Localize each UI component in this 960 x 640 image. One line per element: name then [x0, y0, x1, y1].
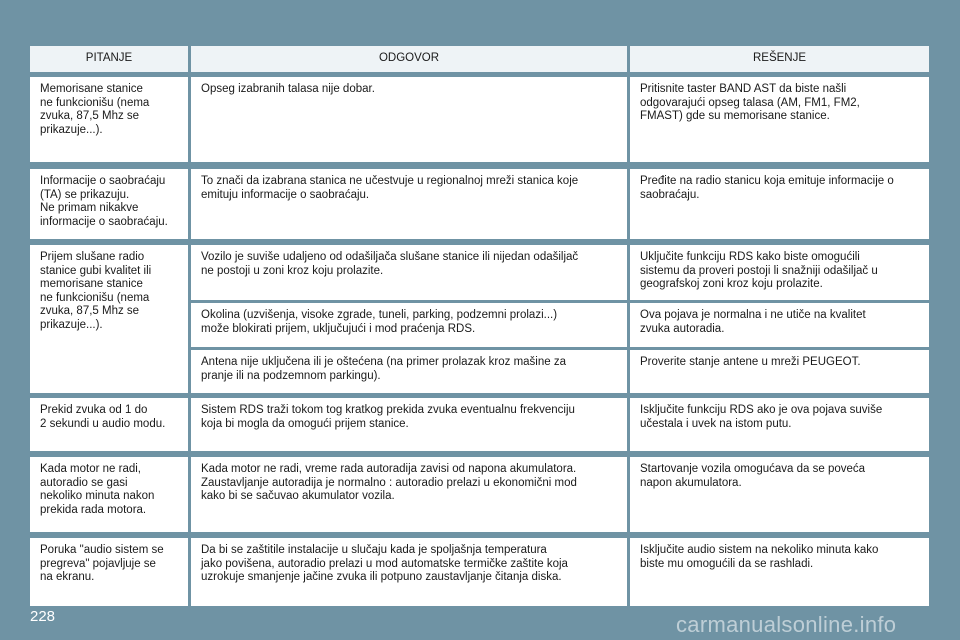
- row1-answer: Opseg izabranih talasa nije dobar.: [191, 77, 627, 162]
- row5-solution: Startovanje vozila omogućava da se poveća napon akumulatora.: [630, 457, 929, 532]
- row3c-solution: Proverite stanje antene u mreži PEUGEOT.: [630, 350, 929, 393]
- row4-solution: Isključite funkciju RDS ako je ova pojava suviše učestala i uvek na istom putu.: [630, 398, 929, 451]
- row3-question: Prijem slušane radio stanice gubi kvalitet ili memorisane stanice ne funkcionišu (nema zvuka, 87,5 Mhz se prikazuje...).: [30, 245, 188, 393]
- row3c-answer: Antena nije uključena ili je oštećena (na primer prolazak kroz mašine za pranje ili na podzemnom parkingu).: [191, 350, 627, 393]
- row6-answer: Da bi se zaštitile instalacije u slučaju kada je spoljašnja temperatura jako povišena, autoradio prelazi u mod automatske termičke zaštite koja uzrokuje smanjenje jačine zvuka ili potpuno zaustavljanje čitanja diska.: [191, 538, 627, 606]
- row2-solution: Pređite na radio stanicu koja emituje informacije o saobraćaju.: [630, 169, 929, 239]
- row6-solution: Isključite audio sistem na nekoliko minuta kako biste mu omogućili da se rashladi.: [630, 538, 929, 606]
- row3a-solution: Uključite funkciju RDS kako biste omogućili sistemu da proveri postoji li snažniji odašiljač u geografskoj zoni kroz koju prolazite.: [630, 245, 929, 300]
- row4-answer: Sistem RDS traži tokom tog kratkog prekida zvuka eventualnu frekvenciju koja bi mogla da omogući prijem stanice.: [191, 398, 627, 451]
- row6-question: Poruka "audio sistem se pregreva" pojavljuje se na ekranu.: [30, 538, 188, 606]
- row4-question: Prekid zvuka od 1 do 2 sekundi u audio modu.: [30, 398, 188, 451]
- row2-answer: To znači da izabrana stanica ne učestvuje u regionalnoj mreži stanica koje emituju informacije o saobraćaju.: [191, 169, 627, 239]
- header-answer: ODGOVOR: [191, 46, 627, 72]
- row5-question: Kada motor ne radi, autoradio se gasi nekoliko minuta nakon prekida rada motora.: [30, 457, 188, 532]
- row3b-answer: Okolina (uzvišenja, visoke zgrade, tuneli, parking, podzemni prolazi...) može blokirati prijem, uključujući i mod praćenja RDS.: [191, 303, 627, 347]
- row5-answer: Kada motor ne radi, vreme rada autoradija zavisi od napona akumulatora. Zaustavljanje autoradija je normalno : autoradio prelazi u ekonomični mod kako bi se sačuvao akumulator vozila.: [191, 457, 627, 532]
- watermark: carmanualsonline.info: [676, 612, 897, 637]
- row1-solution: Pritisnite taster BAND AST da biste našli odgovarajući opseg talasa (AM, FM1, FM2, FMAST) gde su memorisane stanice.: [630, 77, 929, 162]
- header-question: PITANJE: [30, 46, 188, 72]
- row1-question: Memorisane stanice ne funkcionišu (nema zvuka, 87,5 Mhz se prikazuje...).: [30, 77, 188, 162]
- row3a-answer: Vozilo je suviše udaljeno od odašiljača slušane stanice ili nijedan odašiljač ne postoji u zoni kroz koju prolazite.: [191, 245, 627, 300]
- row3b-solution: Ova pojava je normalna i ne utiče na kvalitet zvuka autoradia.: [630, 303, 929, 347]
- row2-question: Informacije o saobraćaju (TA) se prikazuju. Ne primam nikakve informacije o saobraćaju.: [30, 169, 188, 239]
- page-number: 228: [30, 608, 56, 625]
- header-solution: REŠENJE: [630, 46, 929, 72]
